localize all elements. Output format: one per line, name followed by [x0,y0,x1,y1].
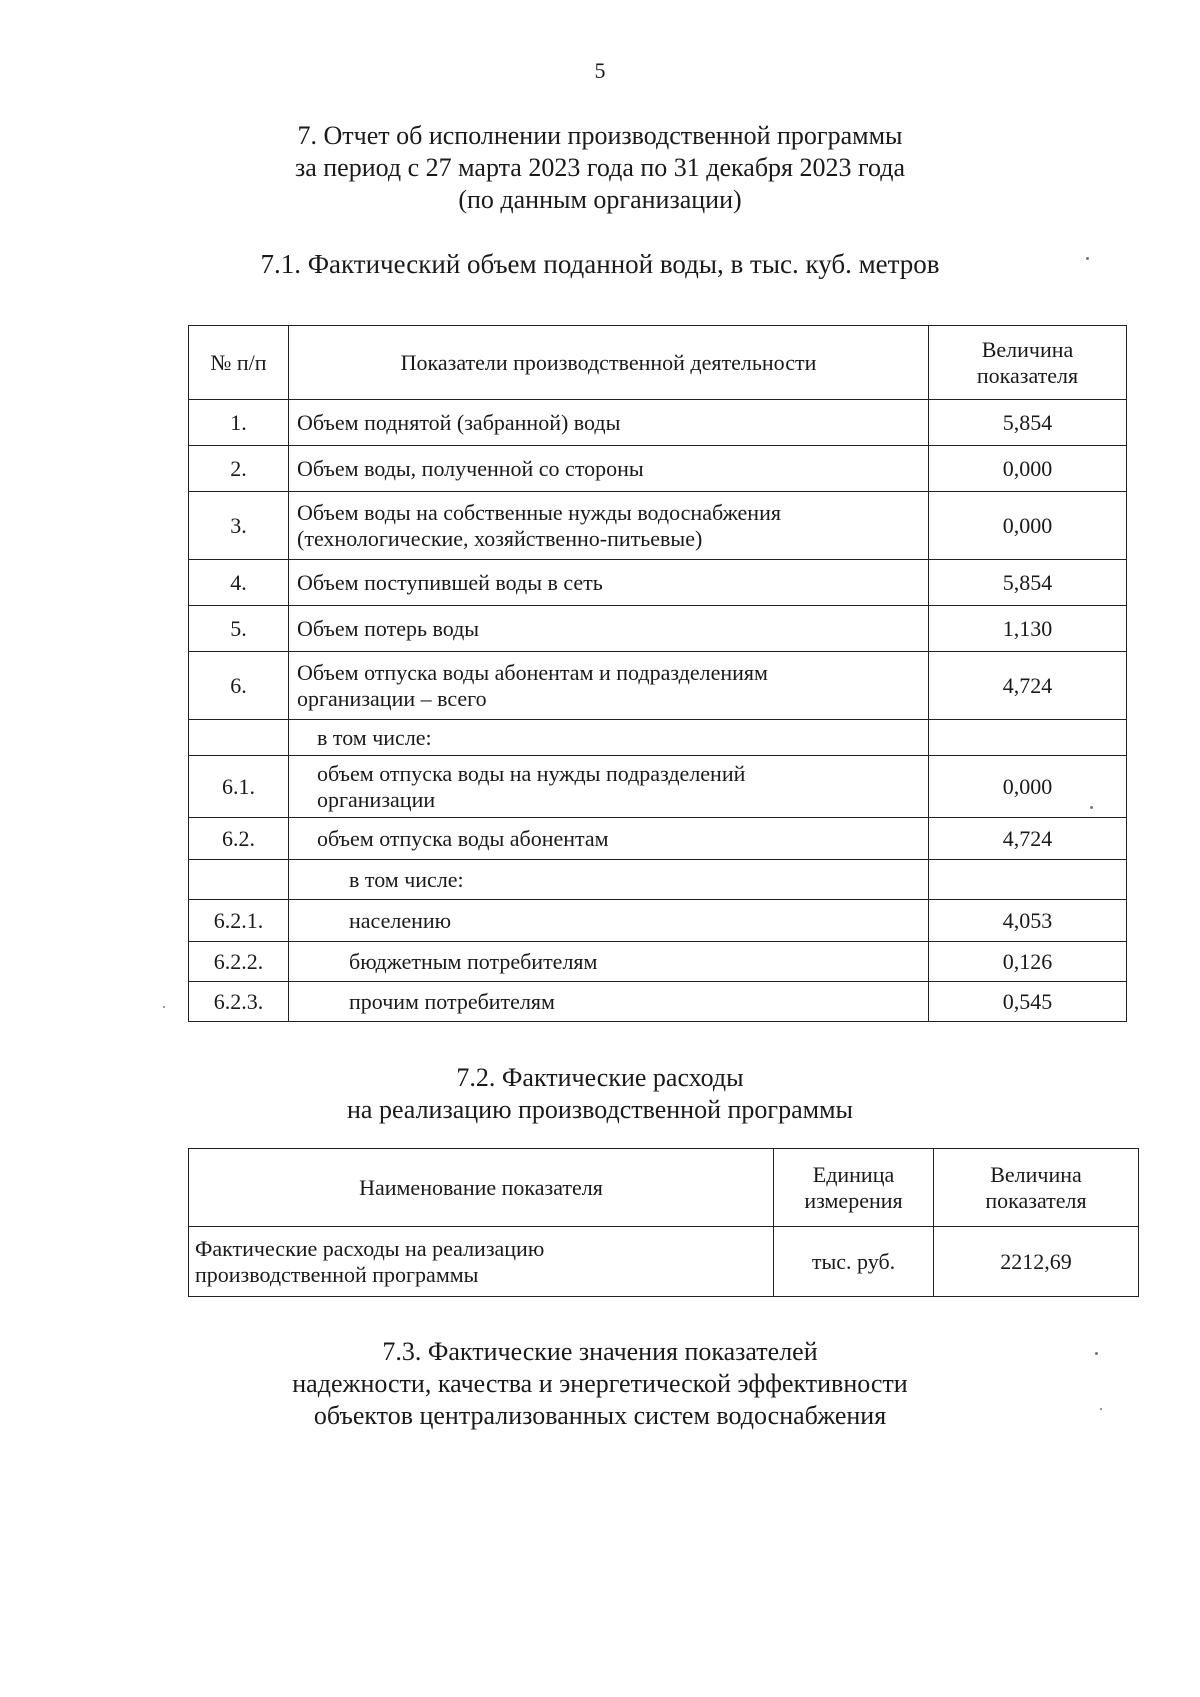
row-name: Фактические расходы на реализацию производственной программы [189,1227,774,1297]
row-value: 0,000 [929,756,1127,818]
row-num: 3. [189,492,289,560]
row-name: Объем поступившей воды в сеть [289,560,929,606]
row-name: объем отпуска воды на нужды подразделений организации [289,756,929,818]
row-name: объем отпуска воды абонентам [289,818,929,860]
row-num: 4. [189,560,289,606]
report-title-line: 7. Отчет об исполнении производственной программы [297,121,903,150]
table-header-row [189,326,1127,400]
table-row [189,818,1127,860]
header-num: № п/п [189,326,289,400]
row-unit: тыс. руб. [774,1227,934,1297]
header-indicator: Показатели производственной деятельности [289,326,929,400]
row-value: 4,724 [929,652,1127,720]
table-row [189,756,1127,818]
table-row [189,606,1127,652]
row-value: 0,000 [929,446,1127,492]
row-name: населению [289,900,929,942]
row-num: 6.2. [189,818,289,860]
scan-speck [163,1006,165,1008]
row-value: 0,126 [929,942,1127,982]
table-row [189,560,1127,606]
row-name: Объем потерь воды [289,606,929,652]
row-num: 6. [189,652,289,720]
row-num [189,720,289,756]
header-unit: Единица измерения [774,1149,934,1227]
row-value: 0,000 [929,492,1127,560]
row-num: 5. [189,606,289,652]
scan-speck [1090,806,1093,809]
table-row [189,1227,1139,1297]
table-row [189,982,1127,1022]
table-row [189,942,1127,982]
row-value [929,860,1127,900]
table-header-row [189,1149,1139,1227]
row-name: в том числе: [289,720,929,756]
row-name: прочим потребителям [289,982,929,1022]
header-value: Величина показателя [934,1149,1139,1227]
row-name: Объем воды на собственные нужды водоснабжения (технологические, хозяйственно-питьевые) [289,492,929,560]
row-num: 6.2.2. [189,942,289,982]
row-value: 2212,69 [934,1227,1139,1297]
water-volume-table [188,325,1127,1022]
row-name: бюджетным потребителям [289,942,929,982]
report-title [0,120,1200,216]
table-row [189,492,1127,560]
row-value: 0,545 [929,982,1127,1022]
scan-speck [1095,1352,1098,1355]
page-number: 5 [594,58,606,83]
row-num: 6.1. [189,756,289,818]
row-num: 6.2.1. [189,900,289,942]
table-row [189,446,1127,492]
table-row [189,860,1127,900]
scan-speck [1086,257,1089,260]
row-value: 4,724 [929,818,1127,860]
report-title-line: за период с 27 марта 2023 года по 31 декабря 2023 года [294,153,906,182]
table-row [189,652,1127,720]
row-value: 5,854 [929,400,1127,446]
row-name: в том числе: [289,860,929,900]
row-name: Объем поднятой (забранной) воды [289,400,929,446]
scan-speck [1100,1408,1102,1410]
section-7-2-title: 7.2. Фактические расходы на реализацию производственной программы [346,1063,853,1124]
table-row [189,400,1127,446]
row-num [189,860,289,900]
section-7-3-title: 7.3. Фактические значения показателей надежности, качества и энергетической эффективности объектов централизованных систем водоснабжения [292,1337,908,1430]
row-value: 5,854 [929,560,1127,606]
row-value: 4,053 [929,900,1127,942]
table-row [189,720,1127,756]
row-value [929,720,1127,756]
row-num: 1. [189,400,289,446]
report-title-line: (по данным организации) [458,185,742,214]
header-value: Величина показателя [929,326,1127,400]
row-name: Объем отпуска воды абонентам и подразделениям организации – всего [289,652,929,720]
expenses-table [188,1148,1139,1297]
row-value: 1,130 [929,606,1127,652]
header-name: Наименование показателя [189,1149,774,1227]
table-row [189,900,1127,942]
row-name: Объем воды, полученной со стороны [289,446,929,492]
row-num: 6.2.3. [189,982,289,1022]
row-num: 2. [189,446,289,492]
section-7-1-title: 7.1. Фактический объем поданной воды, в тыс. куб. метров [260,249,940,279]
